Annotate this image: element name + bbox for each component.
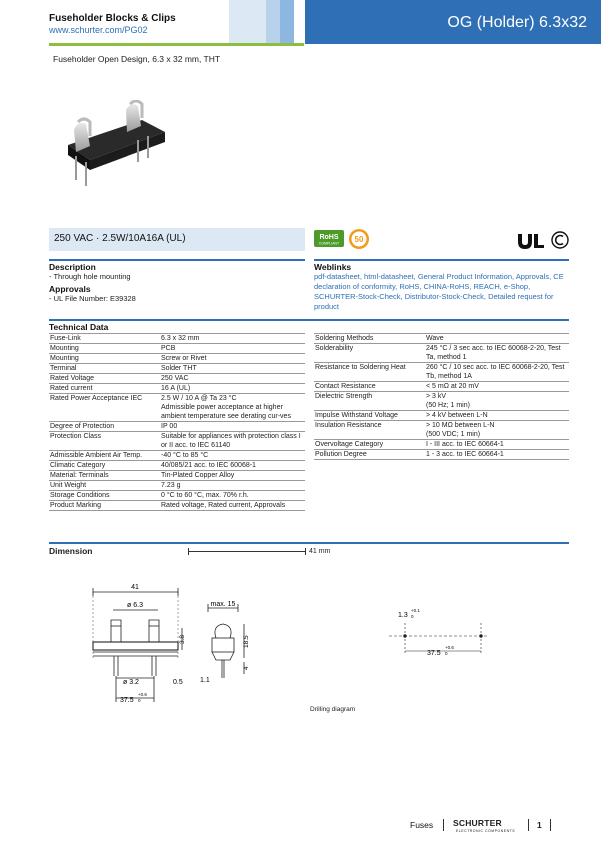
fifty-year-icon — [348, 228, 370, 250]
spec-key: Overvoltage Category — [314, 440, 425, 450]
drilling-diagram-label: Drilling diagram — [310, 706, 356, 713]
spec-key: Rated Power Acceptance IEC — [49, 394, 160, 422]
table-row — [49, 374, 305, 384]
ul-recognized-icon — [515, 231, 547, 249]
drill-pitch-tol-plus: +0.6 — [445, 645, 454, 650]
approvals-heading: Approvals — [49, 284, 91, 294]
dim-05-label: 0.5 — [173, 679, 183, 686]
rohs-label: RoHS — [319, 234, 339, 241]
divider-dimension — [49, 542, 569, 544]
dim-pitch-tol-zero: 0 — [138, 698, 141, 703]
spec-value: 7.23 g — [160, 481, 305, 491]
weblinks-heading: Weblinks — [314, 262, 352, 272]
divider-description — [49, 259, 305, 261]
spec-value: -40 °C to 85 °C — [160, 451, 305, 461]
product-title: OG (Holder) 6.3x32 — [447, 14, 587, 31]
drilling-diagram — [385, 603, 495, 658]
table-row — [49, 334, 305, 344]
spec-value: 16 A (UL) — [160, 384, 305, 394]
header-title-bar — [305, 0, 601, 44]
spec-value: > 3 kV (50 Hz; 1 min) — [425, 392, 569, 411]
dim-max15-label: max. 15 — [210, 601, 236, 608]
product-image — [60, 100, 170, 190]
spec-value: > 10 MΩ between L-N (500 VDC; 1 min) — [425, 421, 569, 440]
spec-key: Resistance to Soldering Heat — [314, 363, 425, 382]
spec-value: 260 °C / 10 sec acc. to IEC 60068-2-20, Test Tb, method 1A — [425, 363, 569, 382]
approvals-item: - UL File Number: E39328 — [49, 294, 136, 303]
table-row — [314, 440, 569, 450]
spec-value: 1 - 3 acc. to IEC 60664-1 — [425, 450, 569, 460]
dim-h38-label: 3.8 — [179, 634, 186, 644]
spec-key: Storage Conditions — [49, 491, 160, 501]
dim-h185-label: 18.5 — [243, 635, 250, 648]
table-row — [314, 344, 569, 363]
spec-key: Mounting — [49, 344, 160, 354]
spec-value: PCB — [160, 344, 305, 354]
rating-text: 250 VAC · 2.5W/10A16A (UL) — [54, 233, 186, 244]
dim-dia63-label: ø 6.3 — [127, 602, 143, 609]
product-subtitle: Fuseholder Open Design, 6.3 x 32 mm, THT — [53, 54, 221, 64]
spec-key: Climatic Category — [49, 461, 160, 471]
hole-tol-plus: +0.1 — [411, 608, 420, 613]
schurter-logo-sub: ELECTRONIC COMPONENTS — [456, 829, 516, 833]
footer-separator — [443, 819, 444, 831]
section-title: Fuseholder Blocks & Clips — [49, 13, 176, 24]
spec-value: 2.5 W / 10 A @ Ta 23 °C Admissible power acceptance at higher ambient temperature see derating cur-ves — [160, 394, 305, 422]
technical-heading: Technical Data — [49, 322, 109, 332]
spec-value: 40/085/21 acc. to IEC 60068-1 — [160, 461, 305, 471]
spec-value: 245 °C / 3 sec acc. to IEC 60068-2-20, Test Ta, method 1 — [425, 344, 569, 363]
table-row — [49, 364, 305, 374]
spec-key: Degree of Protection — [49, 422, 160, 432]
header-accent-line — [49, 43, 304, 46]
header-url-link[interactable]: www.schurter.com/PG02 — [49, 25, 148, 35]
dim-h4-label: 4 — [243, 666, 250, 670]
table-row — [314, 334, 569, 344]
spec-value: I - III acc. to IEC 60664-1 — [425, 440, 569, 450]
scale-bar-tick-right — [305, 548, 306, 555]
spec-key: Dielectric Strength — [314, 392, 425, 411]
rohs-sublabel: COMPLIANT — [318, 241, 340, 246]
table-row — [49, 422, 305, 432]
spec-key: Insulation Resistance — [314, 421, 425, 440]
fifty-label: 50 — [354, 235, 364, 244]
spec-key: Contact Resistance — [314, 382, 425, 392]
table-row — [314, 421, 569, 440]
csa-icon — [551, 231, 569, 249]
table-row — [314, 450, 569, 460]
spec-key: Mounting — [49, 354, 160, 364]
table-row — [314, 382, 569, 392]
spec-value: 250 VAC — [160, 374, 305, 384]
table-row — [49, 491, 305, 501]
table-row — [49, 501, 305, 511]
side-view-drawing — [198, 596, 258, 686]
table-row — [314, 411, 569, 421]
dim-pitch-tol-plus: +0.6 — [138, 692, 147, 697]
divider-weblinks — [314, 259, 569, 261]
table-row — [49, 394, 305, 422]
spec-value: Suitable for appliances with protection class I or II acc. to IEC 61140 — [160, 432, 305, 451]
scale-bar-tick-left — [188, 548, 189, 555]
header-left — [49, 13, 176, 35]
description-item: - Through hole mounting — [49, 272, 131, 281]
table-row — [314, 392, 569, 411]
footer-separator — [550, 819, 551, 831]
spec-key: Admissible Ambient Air Temp. — [49, 451, 160, 461]
hole-tol-zero: 0 — [411, 614, 414, 619]
drill-pitch-tol-zero: 0 — [445, 651, 448, 656]
spec-value: < 5 mΩ at 20 mV — [425, 382, 569, 392]
spec-key: Impulse Withstand Voltage — [314, 411, 425, 421]
rating-bar — [49, 228, 305, 251]
dim-pitch-label: 37.5 — [120, 697, 134, 704]
spec-key: Unit Weight — [49, 481, 160, 491]
table-row — [49, 481, 305, 491]
header-color-bands — [229, 0, 294, 44]
scale-label: 41 mm — [309, 548, 331, 555]
spec-key: Product Marking — [49, 501, 160, 511]
table-row — [49, 384, 305, 394]
front-view-drawing — [85, 578, 205, 708]
drill-pitch-label: 37.5 — [427, 650, 441, 657]
schurter-logo: SCHURTER — [453, 818, 502, 828]
spec-key: Pollution Degree — [314, 450, 425, 460]
table-row — [49, 344, 305, 354]
spec-key: Fuse-Link — [49, 334, 160, 344]
spec-key: Material: Terminals — [49, 471, 160, 481]
dimension-heading: Dimension — [49, 546, 93, 556]
weblinks-list[interactable]: pdf-datasheet, html-datasheet, General Product Information, Approvals, CE declaration of conformity, RoHS, CHINA-RoHS, REACH, e-Shop, SCHURTER-Stock-Check, Distributor-Stock-Check, Detailed request for product — [314, 272, 564, 311]
divider-technical — [49, 319, 569, 321]
table-row — [49, 461, 305, 471]
technical-table-left — [49, 334, 305, 511]
rohs-icon — [314, 230, 344, 247]
table-row — [49, 354, 305, 364]
page-number: 1 — [537, 820, 542, 830]
table-row — [49, 471, 305, 481]
spec-value: Solder THT — [160, 364, 305, 374]
description-heading: Description — [49, 262, 96, 272]
hole-dia-label: 1.3 — [398, 612, 408, 619]
table-row — [49, 432, 305, 451]
scale-bar — [188, 551, 306, 552]
table-row — [49, 451, 305, 461]
spec-value: Screw or Rivet — [160, 354, 305, 364]
spec-value: > 4 kV between L-N — [425, 411, 569, 421]
spec-value: Tin-Plated Copper Alloy — [160, 471, 305, 481]
spec-key: Rated Voltage — [49, 374, 160, 384]
spec-value: Wave — [425, 334, 569, 344]
dim-dia32-label: ø 3.2 — [123, 679, 139, 686]
spec-key: Protection Class — [49, 432, 160, 451]
spec-key: Rated current — [49, 384, 160, 394]
technical-table-right — [314, 334, 569, 460]
spec-key: Soldering Methods — [314, 334, 425, 344]
spec-key: Terminal — [49, 364, 160, 374]
spec-value: IP 00 — [160, 422, 305, 432]
dim-11-label: 1.1 — [200, 677, 210, 684]
footer-category: Fuses — [410, 820, 434, 830]
dim-overall-label: 41 — [131, 584, 139, 591]
spec-value: 6.3 x 32 mm — [160, 334, 305, 344]
spec-value: 0 °C to 60 °C, max. 70% r.h. — [160, 491, 305, 501]
table-row — [314, 363, 569, 382]
spec-key: Solderability — [314, 344, 425, 363]
spec-value: Rated voltage, Rated current, Approvals — [160, 501, 305, 511]
footer-separator — [528, 819, 529, 831]
